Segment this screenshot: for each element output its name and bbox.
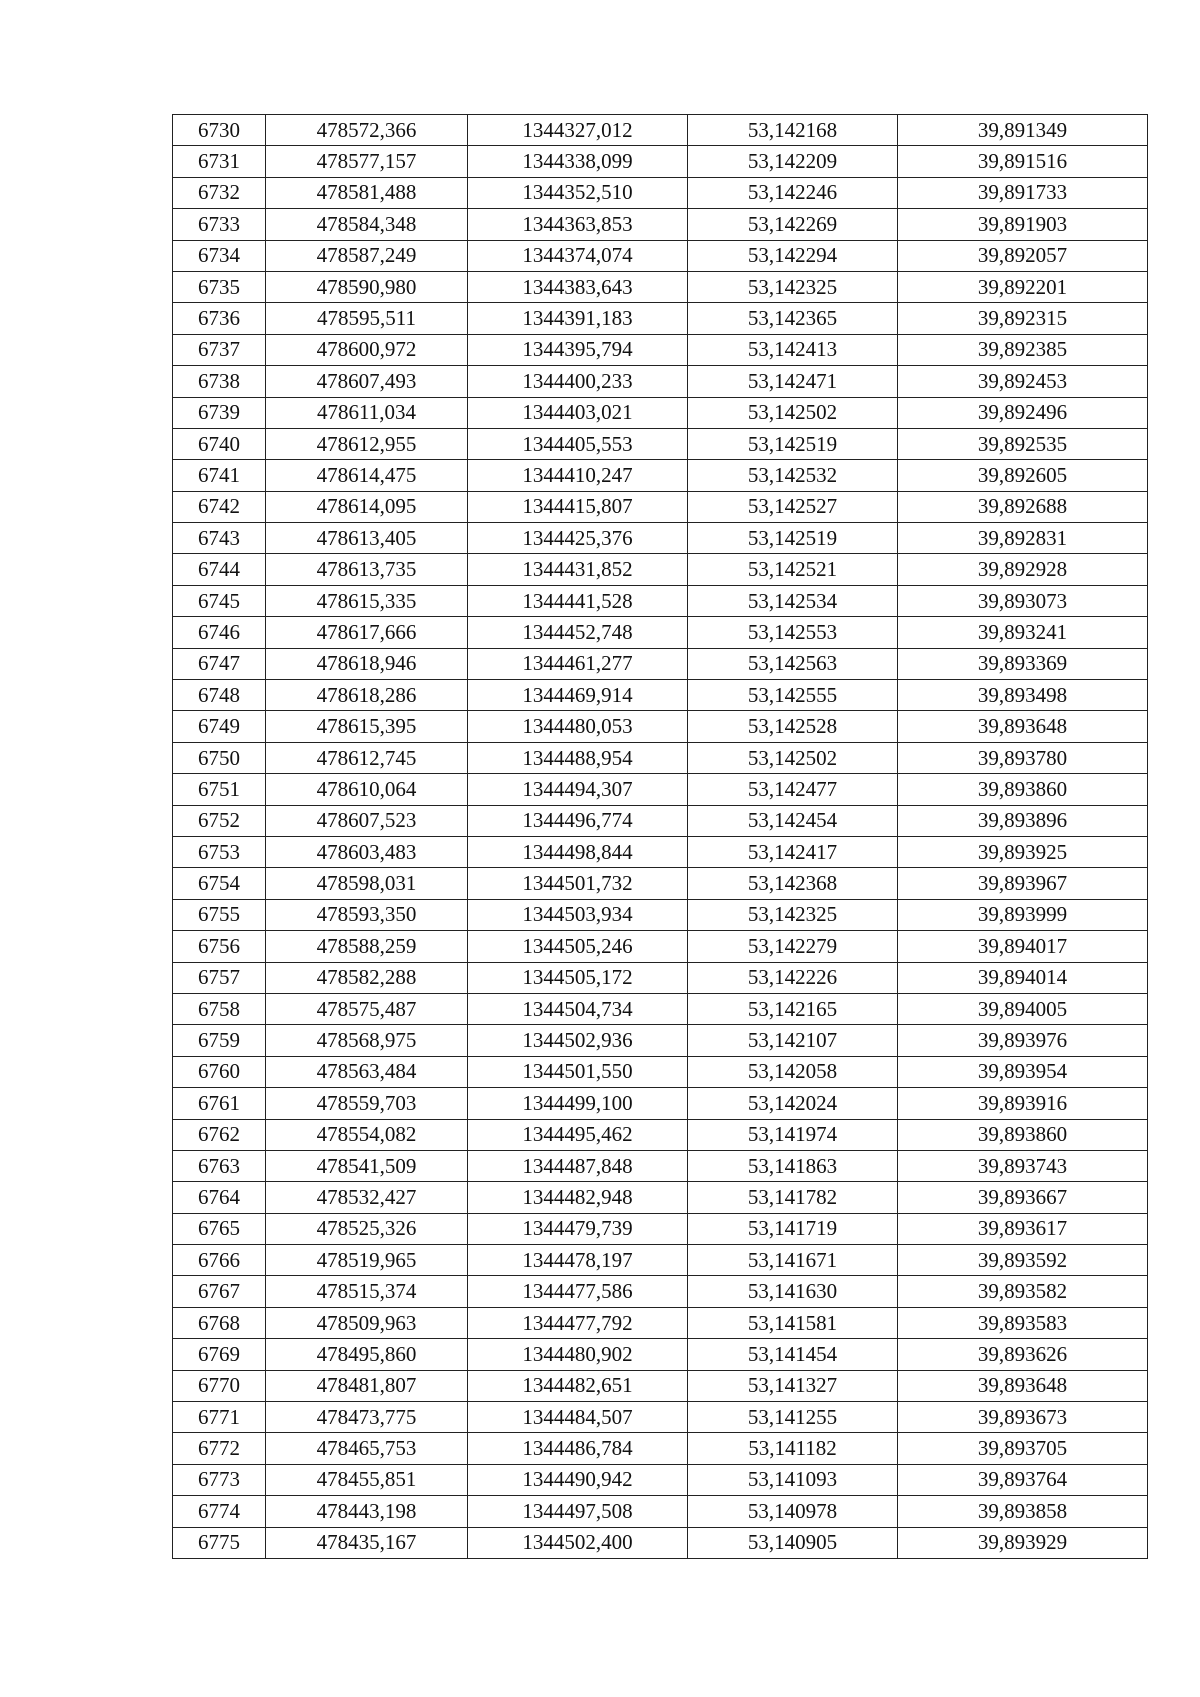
table-row <box>173 397 1148 428</box>
point-number-cell: 6751 <box>173 774 266 805</box>
point-number-cell: 6735 <box>173 271 266 302</box>
longitude-cell: 39,892535 <box>898 428 1148 459</box>
table-row <box>173 1025 1148 1056</box>
latitude-cell: 53,142165 <box>688 993 898 1024</box>
x-coordinate-cell: 478603,483 <box>266 836 468 867</box>
latitude-cell: 53,142477 <box>688 774 898 805</box>
point-number-cell: 6773 <box>173 1464 266 1495</box>
x-coordinate-cell: 478600,972 <box>266 334 468 365</box>
latitude-cell: 53,142553 <box>688 617 898 648</box>
x-coordinate-cell: 478618,286 <box>266 680 468 711</box>
y-coordinate-cell: 1344482,651 <box>468 1370 688 1401</box>
longitude-cell: 39,893860 <box>898 774 1148 805</box>
x-coordinate-cell: 478618,946 <box>266 648 468 679</box>
table-row <box>173 1276 1148 1307</box>
x-coordinate-cell: 478515,374 <box>266 1276 468 1307</box>
y-coordinate-cell: 1344482,948 <box>468 1182 688 1213</box>
table-row <box>173 711 1148 742</box>
x-coordinate-cell: 478588,259 <box>266 931 468 962</box>
y-coordinate-cell: 1344484,507 <box>468 1402 688 1433</box>
x-coordinate-cell: 478572,366 <box>266 115 468 146</box>
y-coordinate-cell: 1344425,376 <box>468 523 688 554</box>
latitude-cell: 53,142454 <box>688 805 898 836</box>
latitude-cell: 53,141454 <box>688 1339 898 1370</box>
latitude-cell: 53,142555 <box>688 680 898 711</box>
table-row <box>173 303 1148 334</box>
y-coordinate-cell: 1344477,586 <box>468 1276 688 1307</box>
x-coordinate-cell: 478541,509 <box>266 1150 468 1181</box>
point-number-cell: 6766 <box>173 1245 266 1276</box>
latitude-cell: 53,142519 <box>688 428 898 459</box>
y-coordinate-cell: 1344497,508 <box>468 1496 688 1527</box>
latitude-cell: 53,140905 <box>688 1527 898 1558</box>
coordinates-table <box>172 114 1148 1559</box>
latitude-cell: 53,141581 <box>688 1307 898 1338</box>
latitude-cell: 53,142107 <box>688 1025 898 1056</box>
y-coordinate-cell: 1344479,739 <box>468 1213 688 1244</box>
point-number-cell: 6774 <box>173 1496 266 1527</box>
x-coordinate-cell: 478568,975 <box>266 1025 468 1056</box>
table-row <box>173 1150 1148 1181</box>
longitude-cell: 39,893925 <box>898 836 1148 867</box>
latitude-cell: 53,140978 <box>688 1496 898 1527</box>
point-number-cell: 6747 <box>173 648 266 679</box>
table-row <box>173 931 1148 962</box>
longitude-cell: 39,893858 <box>898 1496 1148 1527</box>
table-row <box>173 742 1148 773</box>
x-coordinate-cell: 478613,735 <box>266 554 468 585</box>
x-coordinate-cell: 478435,167 <box>266 1527 468 1558</box>
latitude-cell: 53,141630 <box>688 1276 898 1307</box>
x-coordinate-cell: 478519,965 <box>266 1245 468 1276</box>
table-row <box>173 146 1148 177</box>
y-coordinate-cell: 1344415,807 <box>468 491 688 522</box>
latitude-cell: 53,142058 <box>688 1056 898 1087</box>
latitude-cell: 53,142563 <box>688 648 898 679</box>
point-number-cell: 6762 <box>173 1119 266 1150</box>
point-number-cell: 6748 <box>173 680 266 711</box>
point-number-cell: 6736 <box>173 303 266 334</box>
y-coordinate-cell: 1344431,852 <box>468 554 688 585</box>
table-row <box>173 1182 1148 1213</box>
point-number-cell: 6767 <box>173 1276 266 1307</box>
table-row <box>173 1339 1148 1370</box>
latitude-cell: 53,142279 <box>688 931 898 962</box>
y-coordinate-cell: 1344452,748 <box>468 617 688 648</box>
longitude-cell: 39,893073 <box>898 585 1148 616</box>
y-coordinate-cell: 1344505,246 <box>468 931 688 962</box>
y-coordinate-cell: 1344461,277 <box>468 648 688 679</box>
y-coordinate-cell: 1344478,197 <box>468 1245 688 1276</box>
x-coordinate-cell: 478525,326 <box>266 1213 468 1244</box>
longitude-cell: 39,892315 <box>898 303 1148 334</box>
table-row <box>173 836 1148 867</box>
longitude-cell: 39,892385 <box>898 334 1148 365</box>
y-coordinate-cell: 1344490,942 <box>468 1464 688 1495</box>
x-coordinate-cell: 478587,249 <box>266 240 468 271</box>
latitude-cell: 53,142368 <box>688 868 898 899</box>
latitude-cell: 53,141863 <box>688 1150 898 1181</box>
longitude-cell: 39,893967 <box>898 868 1148 899</box>
latitude-cell: 53,142294 <box>688 240 898 271</box>
longitude-cell: 39,893673 <box>898 1402 1148 1433</box>
y-coordinate-cell: 1344486,784 <box>468 1433 688 1464</box>
table-row <box>173 428 1148 459</box>
latitude-cell: 53,141671 <box>688 1245 898 1276</box>
latitude-cell: 53,142417 <box>688 836 898 867</box>
latitude-cell: 53,141327 <box>688 1370 898 1401</box>
table-row <box>173 1307 1148 1338</box>
longitude-cell: 39,892057 <box>898 240 1148 271</box>
y-coordinate-cell: 1344498,844 <box>468 836 688 867</box>
x-coordinate-cell: 478617,666 <box>266 617 468 648</box>
longitude-cell: 39,893916 <box>898 1088 1148 1119</box>
table-row <box>173 115 1148 146</box>
point-number-cell: 6756 <box>173 931 266 962</box>
longitude-cell: 39,893592 <box>898 1245 1148 1276</box>
table-row <box>173 1370 1148 1401</box>
point-number-cell: 6743 <box>173 523 266 554</box>
latitude-cell: 53,142269 <box>688 209 898 240</box>
latitude-cell: 53,141093 <box>688 1464 898 1495</box>
longitude-cell: 39,891349 <box>898 115 1148 146</box>
table-row <box>173 1433 1148 1464</box>
longitude-cell: 39,893764 <box>898 1464 1148 1495</box>
longitude-cell: 39,892928 <box>898 554 1148 585</box>
y-coordinate-cell: 1344488,954 <box>468 742 688 773</box>
latitude-cell: 53,142024 <box>688 1088 898 1119</box>
table-row <box>173 177 1148 208</box>
table-row <box>173 805 1148 836</box>
x-coordinate-cell: 478481,807 <box>266 1370 468 1401</box>
latitude-cell: 53,142519 <box>688 523 898 554</box>
table-row <box>173 868 1148 899</box>
latitude-cell: 53,142534 <box>688 585 898 616</box>
x-coordinate-cell: 478554,082 <box>266 1119 468 1150</box>
point-number-cell: 6730 <box>173 115 266 146</box>
x-coordinate-cell: 478610,064 <box>266 774 468 805</box>
longitude-cell: 39,893626 <box>898 1339 1148 1370</box>
point-number-cell: 6740 <box>173 428 266 459</box>
longitude-cell: 39,892831 <box>898 523 1148 554</box>
y-coordinate-cell: 1344441,528 <box>468 585 688 616</box>
latitude-cell: 53,142413 <box>688 334 898 365</box>
point-number-cell: 6739 <box>173 397 266 428</box>
table-row <box>173 1402 1148 1433</box>
table-row <box>173 1213 1148 1244</box>
latitude-cell: 53,142365 <box>688 303 898 334</box>
x-coordinate-cell: 478443,198 <box>266 1496 468 1527</box>
table-row <box>173 491 1148 522</box>
y-coordinate-cell: 1344496,774 <box>468 805 688 836</box>
longitude-cell: 39,893954 <box>898 1056 1148 1087</box>
y-coordinate-cell: 1344494,307 <box>468 774 688 805</box>
point-number-cell: 6753 <box>173 836 266 867</box>
longitude-cell: 39,891516 <box>898 146 1148 177</box>
point-number-cell: 6731 <box>173 146 266 177</box>
x-coordinate-cell: 478455,851 <box>266 1464 468 1495</box>
x-coordinate-cell: 478575,487 <box>266 993 468 1024</box>
y-coordinate-cell: 1344487,848 <box>468 1150 688 1181</box>
longitude-cell: 39,893705 <box>898 1433 1148 1464</box>
y-coordinate-cell: 1344403,021 <box>468 397 688 428</box>
table-row <box>173 680 1148 711</box>
x-coordinate-cell: 478532,427 <box>266 1182 468 1213</box>
table-row <box>173 1056 1148 1087</box>
y-coordinate-cell: 1344501,550 <box>468 1056 688 1087</box>
latitude-cell: 53,142521 <box>688 554 898 585</box>
x-coordinate-cell: 478612,745 <box>266 742 468 773</box>
latitude-cell: 53,142532 <box>688 460 898 491</box>
latitude-cell: 53,141782 <box>688 1182 898 1213</box>
latitude-cell: 53,142246 <box>688 177 898 208</box>
table-row <box>173 617 1148 648</box>
longitude-cell: 39,893780 <box>898 742 1148 773</box>
longitude-cell: 39,893999 <box>898 899 1148 930</box>
point-number-cell: 6741 <box>173 460 266 491</box>
x-coordinate-cell: 478465,753 <box>266 1433 468 1464</box>
longitude-cell: 39,893743 <box>898 1150 1148 1181</box>
longitude-cell: 39,891903 <box>898 209 1148 240</box>
longitude-cell: 39,892453 <box>898 366 1148 397</box>
x-coordinate-cell: 478473,775 <box>266 1402 468 1433</box>
table-row <box>173 366 1148 397</box>
longitude-cell: 39,892496 <box>898 397 1148 428</box>
y-coordinate-cell: 1344327,012 <box>468 115 688 146</box>
y-coordinate-cell: 1344504,734 <box>468 993 688 1024</box>
y-coordinate-cell: 1344405,553 <box>468 428 688 459</box>
point-number-cell: 6764 <box>173 1182 266 1213</box>
point-number-cell: 6755 <box>173 899 266 930</box>
x-coordinate-cell: 478590,980 <box>266 271 468 302</box>
x-coordinate-cell: 478611,034 <box>266 397 468 428</box>
y-coordinate-cell: 1344499,100 <box>468 1088 688 1119</box>
table-row <box>173 899 1148 930</box>
table-row <box>173 1245 1148 1276</box>
table-row <box>173 1464 1148 1495</box>
x-coordinate-cell: 478563,484 <box>266 1056 468 1087</box>
y-coordinate-cell: 1344338,099 <box>468 146 688 177</box>
longitude-cell: 39,893583 <box>898 1307 1148 1338</box>
longitude-cell: 39,893648 <box>898 1370 1148 1401</box>
latitude-cell: 53,142168 <box>688 115 898 146</box>
table-row <box>173 993 1148 1024</box>
longitude-cell: 39,893860 <box>898 1119 1148 1150</box>
x-coordinate-cell: 478559,703 <box>266 1088 468 1119</box>
table-row <box>173 1088 1148 1119</box>
point-number-cell: 6771 <box>173 1402 266 1433</box>
longitude-cell: 39,893976 <box>898 1025 1148 1056</box>
x-coordinate-cell: 478607,493 <box>266 366 468 397</box>
latitude-cell: 53,141182 <box>688 1433 898 1464</box>
longitude-cell: 39,891733 <box>898 177 1148 208</box>
table-row <box>173 1496 1148 1527</box>
longitude-cell: 39,893498 <box>898 680 1148 711</box>
point-number-cell: 6763 <box>173 1150 266 1181</box>
longitude-cell: 39,894017 <box>898 931 1148 962</box>
latitude-cell: 53,142528 <box>688 711 898 742</box>
y-coordinate-cell: 1344502,400 <box>468 1527 688 1558</box>
table-row <box>173 554 1148 585</box>
longitude-cell: 39,892688 <box>898 491 1148 522</box>
longitude-cell: 39,894005 <box>898 993 1148 1024</box>
longitude-cell: 39,893617 <box>898 1213 1148 1244</box>
table-row <box>173 523 1148 554</box>
y-coordinate-cell: 1344501,732 <box>468 868 688 899</box>
x-coordinate-cell: 478509,963 <box>266 1307 468 1338</box>
latitude-cell: 53,142502 <box>688 397 898 428</box>
x-coordinate-cell: 478495,860 <box>266 1339 468 1370</box>
point-number-cell: 6759 <box>173 1025 266 1056</box>
point-number-cell: 6765 <box>173 1213 266 1244</box>
y-coordinate-cell: 1344383,643 <box>468 271 688 302</box>
y-coordinate-cell: 1344480,053 <box>468 711 688 742</box>
x-coordinate-cell: 478612,955 <box>266 428 468 459</box>
point-number-cell: 6732 <box>173 177 266 208</box>
table-row <box>173 585 1148 616</box>
table-row <box>173 209 1148 240</box>
table-row <box>173 774 1148 805</box>
point-number-cell: 6775 <box>173 1527 266 1558</box>
x-coordinate-cell: 478593,350 <box>266 899 468 930</box>
table-row <box>173 962 1148 993</box>
point-number-cell: 6738 <box>173 366 266 397</box>
x-coordinate-cell: 478582,288 <box>266 962 468 993</box>
x-coordinate-cell: 478614,475 <box>266 460 468 491</box>
point-number-cell: 6745 <box>173 585 266 616</box>
longitude-cell: 39,892605 <box>898 460 1148 491</box>
latitude-cell: 53,142471 <box>688 366 898 397</box>
longitude-cell: 39,894014 <box>898 962 1148 993</box>
latitude-cell: 53,142502 <box>688 742 898 773</box>
longitude-cell: 39,893648 <box>898 711 1148 742</box>
x-coordinate-cell: 478584,348 <box>266 209 468 240</box>
y-coordinate-cell: 1344495,462 <box>468 1119 688 1150</box>
longitude-cell: 39,893667 <box>898 1182 1148 1213</box>
table-row <box>173 1119 1148 1150</box>
latitude-cell: 53,141974 <box>688 1119 898 1150</box>
x-coordinate-cell: 478598,031 <box>266 868 468 899</box>
point-number-cell: 6754 <box>173 868 266 899</box>
y-coordinate-cell: 1344502,936 <box>468 1025 688 1056</box>
table-row <box>173 271 1148 302</box>
y-coordinate-cell: 1344352,510 <box>468 177 688 208</box>
point-number-cell: 6744 <box>173 554 266 585</box>
y-coordinate-cell: 1344505,172 <box>468 962 688 993</box>
point-number-cell: 6742 <box>173 491 266 522</box>
coordinates-table-body <box>173 115 1148 1559</box>
point-number-cell: 6772 <box>173 1433 266 1464</box>
x-coordinate-cell: 478614,095 <box>266 491 468 522</box>
x-coordinate-cell: 478615,335 <box>266 585 468 616</box>
latitude-cell: 53,142226 <box>688 962 898 993</box>
x-coordinate-cell: 478613,405 <box>266 523 468 554</box>
longitude-cell: 39,893369 <box>898 648 1148 679</box>
latitude-cell: 53,142325 <box>688 899 898 930</box>
point-number-cell: 6752 <box>173 805 266 836</box>
y-coordinate-cell: 1344363,853 <box>468 209 688 240</box>
point-number-cell: 6749 <box>173 711 266 742</box>
table-row <box>173 334 1148 365</box>
longitude-cell: 39,893896 <box>898 805 1148 836</box>
y-coordinate-cell: 1344469,914 <box>468 680 688 711</box>
y-coordinate-cell: 1344395,794 <box>468 334 688 365</box>
x-coordinate-cell: 478615,395 <box>266 711 468 742</box>
latitude-cell: 53,141719 <box>688 1213 898 1244</box>
point-number-cell: 6734 <box>173 240 266 271</box>
x-coordinate-cell: 478595,511 <box>266 303 468 334</box>
point-number-cell: 6769 <box>173 1339 266 1370</box>
y-coordinate-cell: 1344503,934 <box>468 899 688 930</box>
point-number-cell: 6768 <box>173 1307 266 1338</box>
y-coordinate-cell: 1344374,074 <box>468 240 688 271</box>
y-coordinate-cell: 1344391,183 <box>468 303 688 334</box>
latitude-cell: 53,142325 <box>688 271 898 302</box>
point-number-cell: 6761 <box>173 1088 266 1119</box>
point-number-cell: 6757 <box>173 962 266 993</box>
x-coordinate-cell: 478577,157 <box>266 146 468 177</box>
longitude-cell: 39,892201 <box>898 271 1148 302</box>
point-number-cell: 6770 <box>173 1370 266 1401</box>
table-row <box>173 1527 1148 1558</box>
longitude-cell: 39,893241 <box>898 617 1148 648</box>
point-number-cell: 6750 <box>173 742 266 773</box>
table-row <box>173 460 1148 491</box>
table-row <box>173 240 1148 271</box>
y-coordinate-cell: 1344480,902 <box>468 1339 688 1370</box>
point-number-cell: 6758 <box>173 993 266 1024</box>
longitude-cell: 39,893929 <box>898 1527 1148 1558</box>
point-number-cell: 6737 <box>173 334 266 365</box>
y-coordinate-cell: 1344477,792 <box>468 1307 688 1338</box>
longitude-cell: 39,893582 <box>898 1276 1148 1307</box>
y-coordinate-cell: 1344400,233 <box>468 366 688 397</box>
point-number-cell: 6746 <box>173 617 266 648</box>
x-coordinate-cell: 478607,523 <box>266 805 468 836</box>
y-coordinate-cell: 1344410,247 <box>468 460 688 491</box>
latitude-cell: 53,142527 <box>688 491 898 522</box>
latitude-cell: 53,142209 <box>688 146 898 177</box>
point-number-cell: 6760 <box>173 1056 266 1087</box>
point-number-cell: 6733 <box>173 209 266 240</box>
latitude-cell: 53,141255 <box>688 1402 898 1433</box>
x-coordinate-cell: 478581,488 <box>266 177 468 208</box>
table-row <box>173 648 1148 679</box>
